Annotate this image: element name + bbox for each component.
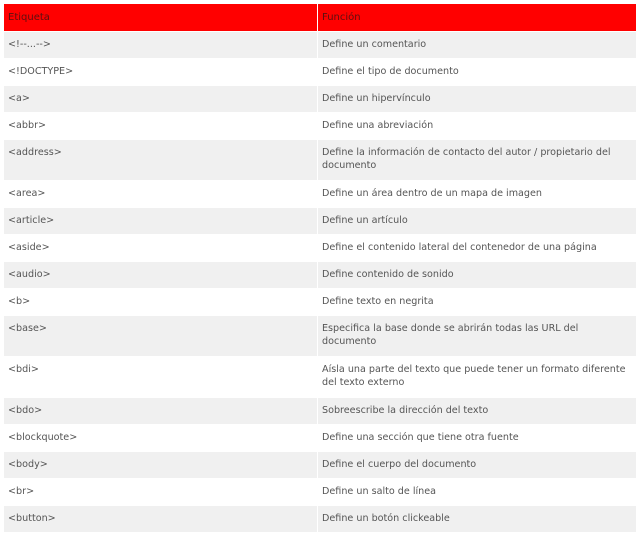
tag-cell: <bdi> [4, 357, 317, 397]
description-cell: Sobreescribe la dirección del texto [318, 398, 636, 424]
tag-cell: <article> [4, 208, 317, 234]
tag-cell: <aside> [4, 235, 317, 261]
table-header-row [4, 4, 636, 31]
description-cell: Define una sección que tiene otra fuente [318, 425, 636, 451]
tag-cell: <area> [4, 181, 317, 207]
html-tags-table [3, 3, 637, 533]
description-cell: Define el tipo de documento [318, 59, 636, 85]
tag-cell: <!--...--> [4, 32, 317, 58]
tag-cell: <audio> [4, 262, 317, 288]
description-cell: Define una abreviación [318, 113, 636, 139]
table-row [4, 316, 636, 356]
table-row [4, 181, 636, 207]
table-row [4, 235, 636, 261]
tag-cell: <abbr> [4, 113, 317, 139]
tag-cell: <!DOCTYPE> [4, 59, 317, 85]
description-cell: Define un área dentro de un mapa de imagen [318, 181, 636, 207]
header-tag: Etiqueta [4, 4, 317, 31]
tag-cell: <b> [4, 289, 317, 315]
description-cell: Define un hipervínculo [318, 86, 636, 112]
tag-cell: <body> [4, 452, 317, 478]
description-cell: Define un botón clickeable [318, 506, 636, 532]
header-function: Función [318, 4, 636, 31]
table-row [4, 452, 636, 478]
description-cell: Define un salto de línea [318, 479, 636, 505]
html-tags-table-container [3, 3, 637, 533]
tag-cell: <br> [4, 479, 317, 505]
description-cell: Aísla una parte del texto que puede tener un formato diferente del texto externo [318, 357, 636, 397]
tag-cell: <button> [4, 506, 317, 532]
table-row [4, 425, 636, 451]
table-row [4, 32, 636, 58]
table-row [4, 262, 636, 288]
description-cell: Define un artículo [318, 208, 636, 234]
table-row [4, 113, 636, 139]
description-cell: Define el cuerpo del documento [318, 452, 636, 478]
description-cell: Define contenido de sonido [318, 262, 636, 288]
table-row [4, 398, 636, 424]
table-row [4, 86, 636, 112]
description-cell: Define la información de contacto del autor / propietario del documento [318, 140, 636, 180]
table-row [4, 208, 636, 234]
description-cell: Define el contenido lateral del contenedor de una página [318, 235, 636, 261]
table-row [4, 59, 636, 85]
tag-cell: <blockquote> [4, 425, 317, 451]
table-row [4, 479, 636, 505]
table-row [4, 289, 636, 315]
tag-cell: <base> [4, 316, 317, 356]
tag-cell: <a> [4, 86, 317, 112]
description-cell: Define texto en negrita [318, 289, 636, 315]
table-row [4, 357, 636, 397]
table-row [4, 506, 636, 532]
table-row [4, 140, 636, 180]
description-cell: Especifica la base donde se abrirán todas las URL del documento [318, 316, 636, 356]
description-cell: Define un comentario [318, 32, 636, 58]
tag-cell: <address> [4, 140, 317, 180]
tag-cell: <bdo> [4, 398, 317, 424]
